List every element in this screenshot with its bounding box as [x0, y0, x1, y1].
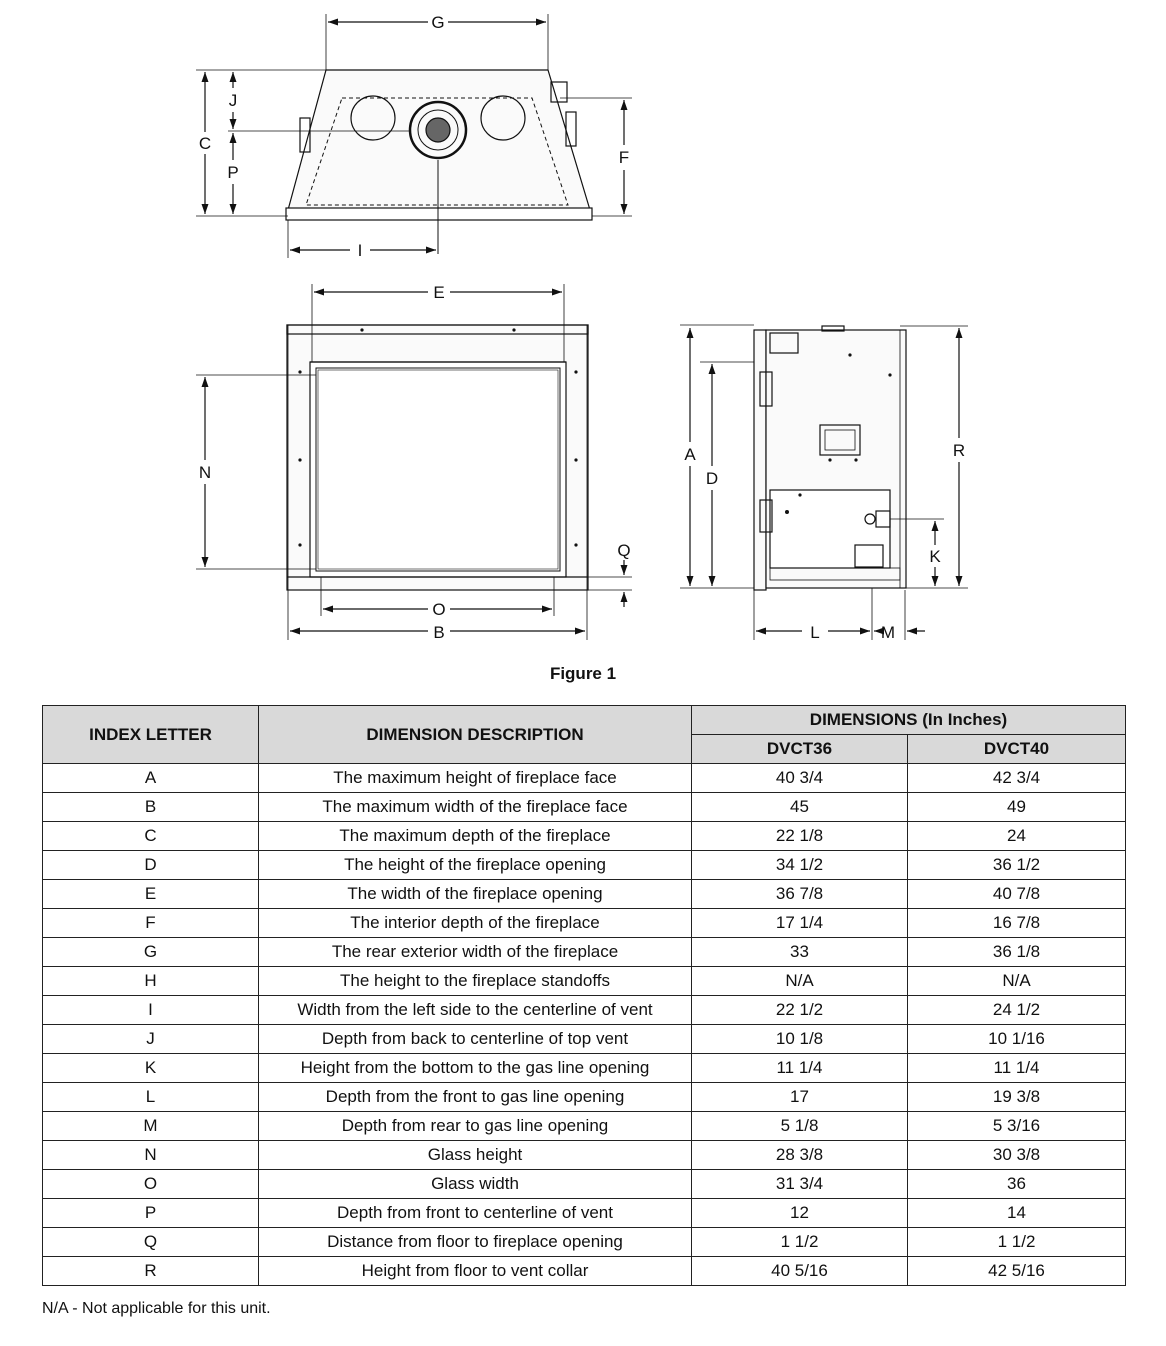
cell-dvct36: N/A	[692, 967, 908, 996]
cell-dvct40: 40 7/8	[908, 880, 1126, 909]
cell-dvct36: 45	[692, 793, 908, 822]
cell-dvct36: 17	[692, 1083, 908, 1112]
cell-description: The rear exterior width of the fireplace	[259, 938, 692, 967]
cell-description: Height from floor to vent collar	[259, 1257, 692, 1286]
cell-description: Depth from front to centerline of vent	[259, 1199, 692, 1228]
cell-dvct36: 1 1/2	[692, 1228, 908, 1257]
label-e: E	[433, 283, 445, 302]
cell-dvct40: 36 1/8	[908, 938, 1126, 967]
cell-dvct40: 14	[908, 1199, 1126, 1228]
cell-index-letter: M	[43, 1112, 259, 1141]
label-l: L	[810, 623, 820, 642]
cell-dvct40: 24 1/2	[908, 996, 1126, 1025]
front-view	[196, 284, 632, 640]
cell-dvct40: 42 3/4	[908, 764, 1126, 793]
cell-description: The maximum depth of the fireplace	[259, 822, 692, 851]
cell-index-letter: H	[43, 967, 259, 996]
cell-description: Depth from back to centerline of top vent	[259, 1025, 692, 1054]
cell-dvct36: 31 3/4	[692, 1170, 908, 1199]
cell-description: Depth from the front to gas line opening	[259, 1083, 692, 1112]
cell-description: Depth from rear to gas line opening	[259, 1112, 692, 1141]
table-row	[43, 1025, 1126, 1054]
cell-index-letter: O	[43, 1170, 259, 1199]
table-row	[43, 1141, 1126, 1170]
cell-description: Width from the left side to the centerline of vent	[259, 996, 692, 1025]
cell-dvct40: 10 1/16	[908, 1025, 1126, 1054]
top-view	[196, 14, 632, 258]
cell-index-letter: J	[43, 1025, 259, 1054]
cell-dvct40: 5 3/16	[908, 1112, 1126, 1141]
cell-index-letter: I	[43, 996, 259, 1025]
cell-index-letter: Q	[43, 1228, 259, 1257]
header-dimension-description: DIMENSION DESCRIPTION	[259, 706, 692, 764]
label-i: I	[357, 241, 363, 260]
cell-dvct36: 11 1/4	[692, 1054, 908, 1083]
cell-dvct36: 36 7/8	[692, 880, 908, 909]
cell-description: The maximum height of fireplace face	[259, 764, 692, 793]
label-c: C	[198, 134, 212, 153]
cell-dvct40: N/A	[908, 967, 1126, 996]
label-b: B	[433, 623, 445, 642]
cell-description: The width of the fireplace opening	[259, 880, 692, 909]
cell-description: Distance from floor to fireplace opening	[259, 1228, 692, 1257]
header-model-dvct36: DVCT36	[692, 735, 908, 764]
cell-dvct40: 49	[908, 793, 1126, 822]
figure-caption: Figure 1	[549, 664, 617, 683]
table-row	[43, 764, 1126, 793]
label-d: D	[705, 469, 719, 488]
cell-index-letter: B	[43, 793, 259, 822]
cell-description: The interior depth of the fireplace	[259, 909, 692, 938]
table-row	[43, 1112, 1126, 1141]
cell-description: The height to the fireplace standoffs	[259, 967, 692, 996]
table-row	[43, 880, 1126, 909]
cell-dvct40: 42 5/16	[908, 1257, 1126, 1286]
cell-index-letter: K	[43, 1054, 259, 1083]
cell-description: Height from the bottom to the gas line opening	[259, 1054, 692, 1083]
label-j: J	[228, 91, 238, 110]
cell-index-letter: L	[43, 1083, 259, 1112]
cell-dvct36: 22 1/2	[692, 996, 908, 1025]
cell-index-letter: C	[43, 822, 259, 851]
cell-index-letter: P	[43, 1199, 259, 1228]
label-n: N	[198, 463, 212, 482]
table-row	[43, 1083, 1126, 1112]
cell-dvct36: 10 1/8	[692, 1025, 908, 1054]
table-row	[43, 822, 1126, 851]
cell-dvct36: 40 5/16	[692, 1257, 908, 1286]
header-index-letter: INDEX LETTER	[43, 706, 259, 764]
cell-dvct36: 12	[692, 1199, 908, 1228]
cell-dvct40: 11 1/4	[908, 1054, 1126, 1083]
table-row	[43, 1257, 1126, 1286]
cell-index-letter: A	[43, 764, 259, 793]
table-row	[43, 1199, 1126, 1228]
cell-description: The height of the fireplace opening	[259, 851, 692, 880]
label-k: K	[929, 547, 941, 566]
cell-dvct40: 24	[908, 822, 1126, 851]
label-g: G	[431, 13, 445, 32]
table-row	[43, 793, 1126, 822]
table-row	[43, 1170, 1126, 1199]
fireplace-dimension-drawings	[0, 0, 1166, 660]
cell-dvct40: 19 3/8	[908, 1083, 1126, 1112]
cell-description: The maximum width of the fireplace face	[259, 793, 692, 822]
cell-dvct40: 16 7/8	[908, 909, 1126, 938]
cell-index-letter: D	[43, 851, 259, 880]
table-row	[43, 1054, 1126, 1083]
table-row	[43, 938, 1126, 967]
cell-description: Glass height	[259, 1141, 692, 1170]
cell-dvct36: 5 1/8	[692, 1112, 908, 1141]
footnote: N/A - Not applicable for this unit.	[42, 1300, 271, 1317]
table-row	[43, 996, 1126, 1025]
label-r: R	[952, 441, 966, 460]
cell-dvct36: 33	[692, 938, 908, 967]
table-row	[43, 851, 1126, 880]
label-q: Q	[617, 541, 631, 560]
dimensions-table	[42, 705, 1126, 1286]
cell-dvct36: 17 1/4	[692, 909, 908, 938]
header-model-dvct40: DVCT40	[908, 735, 1126, 764]
cell-description: Glass width	[259, 1170, 692, 1199]
label-o: O	[432, 600, 446, 619]
table-row	[43, 967, 1126, 996]
table-body	[43, 764, 1126, 1286]
label-f: F	[618, 148, 630, 167]
cell-index-letter: R	[43, 1257, 259, 1286]
cell-index-letter: N	[43, 1141, 259, 1170]
cell-dvct36: 40 3/4	[692, 764, 908, 793]
cell-dvct40: 30 3/8	[908, 1141, 1126, 1170]
side-view	[680, 325, 968, 640]
table-row	[43, 1228, 1126, 1257]
cell-dvct40: 1 1/2	[908, 1228, 1126, 1257]
table-row	[43, 909, 1126, 938]
label-p: P	[227, 163, 239, 182]
label-m: M	[880, 623, 896, 642]
label-a: A	[684, 445, 696, 464]
cell-dvct36: 22 1/8	[692, 822, 908, 851]
cell-dvct36: 28 3/8	[692, 1141, 908, 1170]
cell-index-letter: F	[43, 909, 259, 938]
cell-dvct36: 34 1/2	[692, 851, 908, 880]
cell-dvct40: 36 1/2	[908, 851, 1126, 880]
header-dimensions: DIMENSIONS (In Inches)	[692, 706, 1126, 735]
cell-dvct40: 36	[908, 1170, 1126, 1199]
cell-index-letter: G	[43, 938, 259, 967]
cell-index-letter: E	[43, 880, 259, 909]
